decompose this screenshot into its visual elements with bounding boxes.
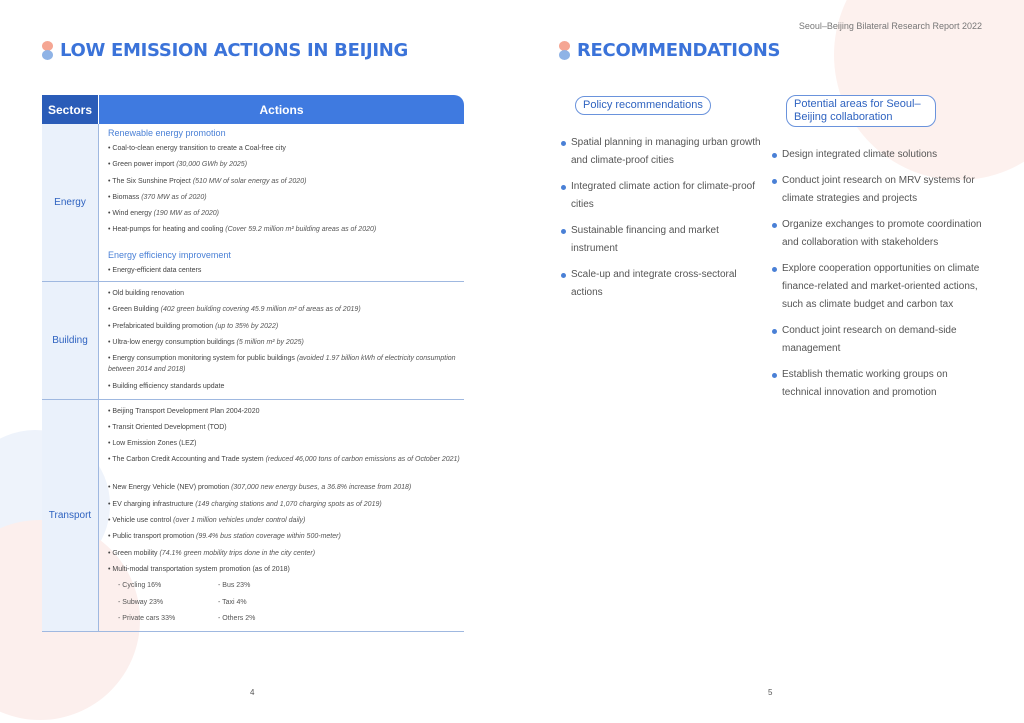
heading-bullet-icon [559, 41, 570, 61]
action-item: • Transit Oriented Development (TOD) [108, 423, 227, 431]
action-item: • Energy consumption monitoring system for public buildings (avoided 1.97 billion kWh of electricity consumption between 2014 and 2018) [108, 355, 456, 374]
action-item: • Beijing Transport Development Plan 2004-2020 [108, 407, 260, 415]
modal-share-row [108, 595, 464, 611]
action-item: • Wind energy (190 MW as of 2020) [108, 210, 220, 218]
action-item: • Biomass (370 MW as of 2020) [108, 193, 207, 201]
heading-bullet-icon [42, 41, 53, 61]
action-item: • The Six Sunshine Project (510 MW of solar energy as of 2020) [108, 177, 307, 185]
table-header [42, 95, 464, 124]
action-item: • Green mobility (74.1% green mobility trips done in the city center) [108, 549, 316, 557]
page-number: 4 [250, 688, 255, 697]
energy-actions [99, 124, 464, 281]
building-row [42, 282, 464, 399]
building-actions [99, 282, 464, 398]
action-item: • Heat-pumps for heating and cooling (Cover 59.2 million m² building areas as of 2020) [108, 226, 377, 234]
modal-share: - Private cars 33% [118, 614, 176, 622]
page-number: 5 [768, 688, 773, 697]
action-item: • Coal-to-clean energy transition to create a Coal-free city [108, 145, 286, 152]
modal-share: - Cycling 16% [118, 582, 162, 590]
action-item: • Public transport promotion (99.4% bus station coverage within 500-meter) [108, 533, 341, 541]
list-item: Integrated climate action for climate-proof cities [561, 178, 766, 214]
sectors-column-header: Sectors [42, 95, 98, 124]
running-header: Seoul–Beijing Bilateral Research Report 2022 [798, 21, 982, 31]
modal-share: - Others 2% [218, 614, 256, 622]
list-item: Scale-up and integrate cross-sectoral actions [561, 266, 766, 302]
collaboration-list [772, 146, 987, 410]
policy-list [561, 134, 766, 310]
list-item: Conduct joint research on demand-side management [772, 322, 987, 358]
modal-share: - Taxi 4% [218, 598, 247, 606]
modal-share-row [108, 578, 464, 594]
action-item: • Multi-modal transportation system promotion (as of 2018) [108, 565, 290, 573]
list-item: Organize exchanges to promote coordination and collaboration with stakeholders [772, 216, 987, 252]
transport-actions [99, 400, 464, 632]
energy-row [42, 124, 464, 282]
action-item: • New Energy Vehicle (NEV) promotion (307,000 new energy buses, a 36.8% increase from 2018) [108, 484, 412, 492]
action-item: • Green Building (402 green building covering 45.9 million m² of areas as of 2019) [108, 306, 361, 314]
subsection-title: Renewable energy promotion [108, 128, 226, 138]
action-item: • Prefabricated building promotion (up to 35% by 2022) [108, 322, 279, 330]
action-item: • Ultra-low energy consumption buildings (5 million m² by 2025) [108, 338, 304, 346]
sector-energy: Energy [42, 124, 99, 281]
list-item: Design integrated climate solutions [772, 146, 987, 164]
action-item: • Low Emission Zones (LEZ) [108, 440, 197, 448]
modal-share-row [108, 611, 464, 627]
left-heading-text: LOW EMISSION ACTIONS IN BEIJING [60, 40, 408, 61]
actions-column-header: Actions [99, 95, 464, 124]
modal-share: - Bus 23% [218, 582, 251, 590]
action-item: • The Carbon Credit Accounting and Trade system (reduced 46,000 tons of carbon emissions as of October 2021) [108, 456, 460, 464]
modal-share: - Subway 23% [118, 598, 164, 606]
right-heading-text: RECOMMENDATIONS [577, 40, 781, 61]
list-item: Spatial planning in managing urban growth and climate-proof cities [561, 134, 766, 170]
transport-row [42, 400, 464, 633]
subsection-title: Energy efficiency improvement [108, 249, 231, 260]
list-item: Explore cooperation opportunities on climate finance-related and market-oriented actions, such as climate budget and carbon tax [772, 260, 987, 314]
collaboration-areas-tag: Potential areas for Seoul–Beijing collaboration [786, 95, 936, 127]
action-item: • Building efficiency standards update [108, 383, 225, 391]
action-item: • Green power import (30,000 GWh by 2025) [108, 161, 248, 169]
policy-recommendations-tag: Policy recommendations [575, 96, 711, 115]
left-page-heading [42, 40, 408, 61]
action-item: • Vehicle use control (over 1 million vehicles under control daily) [108, 517, 306, 525]
action-item: • Energy-efficient data centers [108, 266, 202, 274]
actions-table [42, 95, 464, 632]
list-item: Sustainable financing and market instrument [561, 222, 766, 258]
list-item: Conduct joint research on MRV systems for climate strategies and projects [772, 172, 987, 208]
right-page-heading [559, 40, 780, 61]
list-item: Establish thematic working groups on technical innovation and promotion [772, 366, 987, 402]
sector-transport: Transport [42, 400, 99, 632]
action-item: • EV charging infrastructure (149 charging stations and 1,070 charging spots as of 2019) [108, 500, 382, 508]
sector-building: Building [42, 282, 99, 398]
action-item: • Old building renovation [108, 290, 184, 298]
